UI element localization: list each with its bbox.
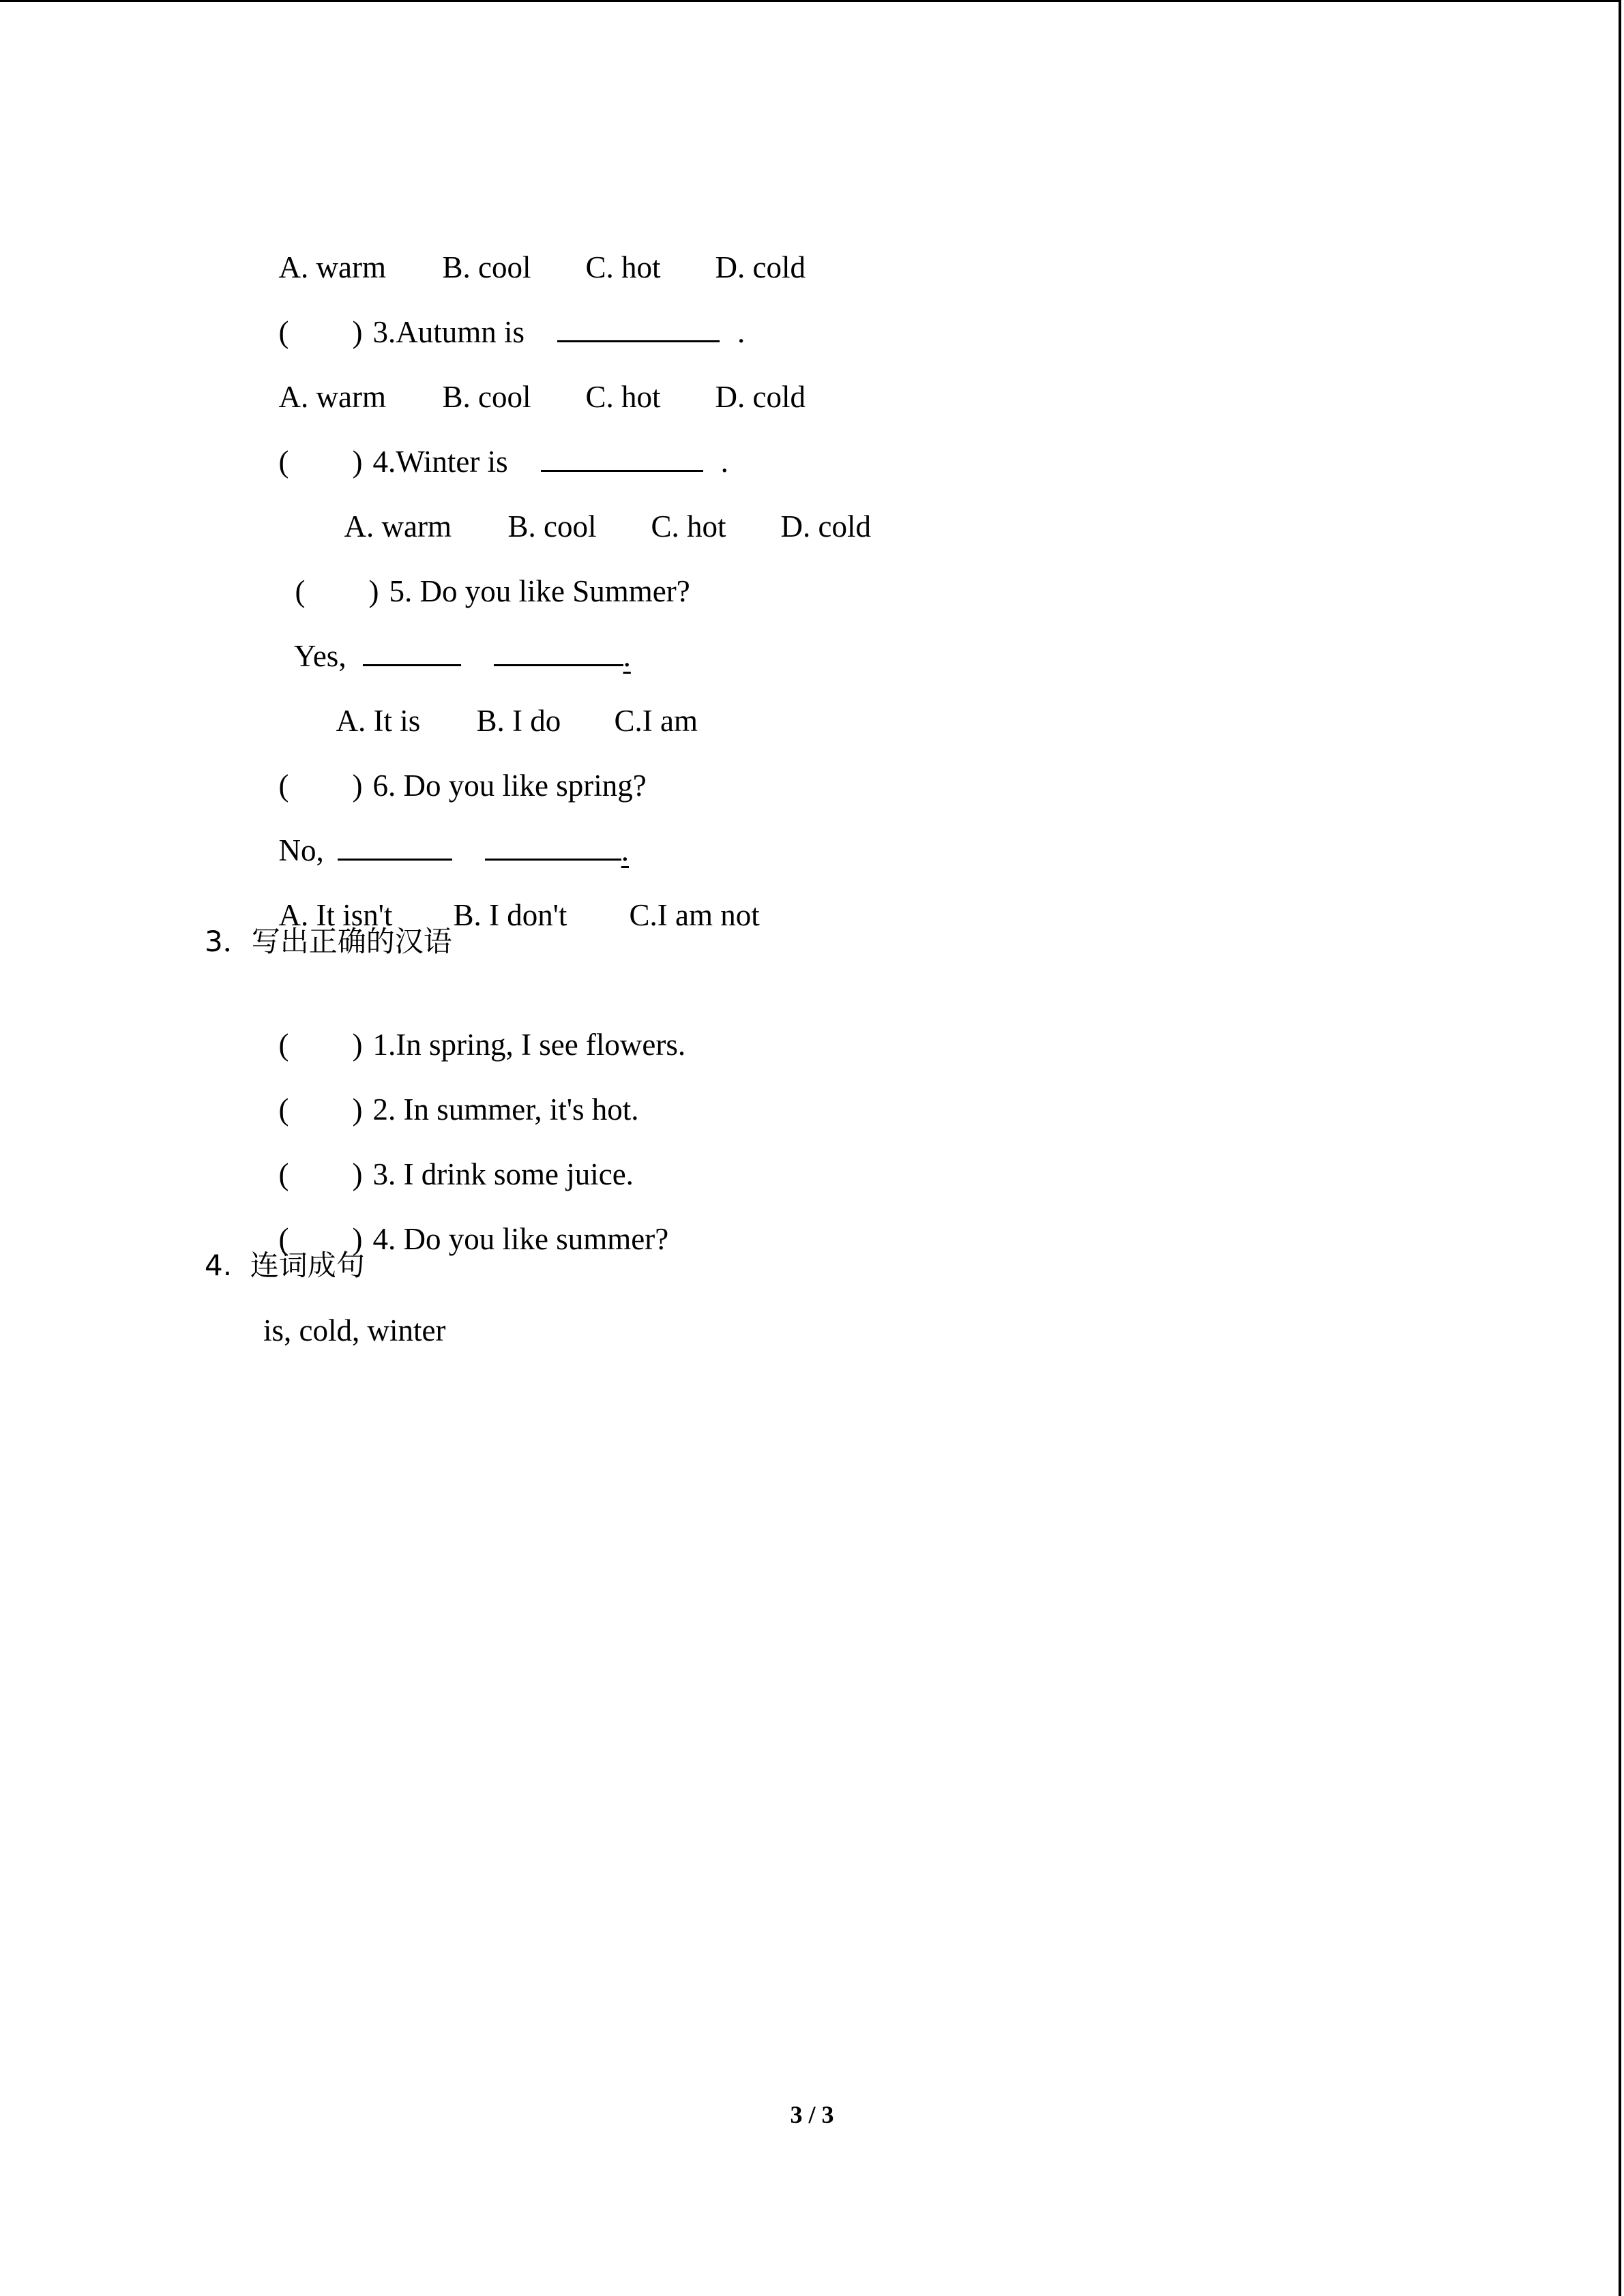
end-mark: . [720, 445, 728, 479]
paren-open: ( [278, 1157, 289, 1191]
option-a: A. It isn't [278, 898, 393, 932]
question-text: 6. Do you like spring? [372, 769, 647, 803]
option-c: C. hot [585, 380, 661, 414]
option-c: C. hot [651, 509, 726, 543]
paren-close: ) [352, 445, 363, 479]
answer-prefix: Yes, [293, 639, 346, 673]
answer-blank-2[interactable] [494, 637, 623, 666]
paren-open: ( [278, 445, 289, 479]
answer-blank[interactable] [557, 313, 720, 342]
option-b: B. I do [476, 704, 561, 738]
answer-blank-1[interactable] [338, 831, 452, 861]
question-text: 3.Autumn is [372, 315, 525, 349]
section-4-title: 4. 连词成句 [205, 1249, 365, 1282]
section-3-title: 3．写出正确的汉语 [205, 925, 452, 958]
item-text: 3. I drink some juice. [372, 1157, 634, 1191]
paren-open: ( [278, 1092, 289, 1127]
option-c: C. hot [585, 250, 661, 284]
option-a: A. warm [278, 250, 386, 284]
option-d: D. cold [780, 509, 871, 543]
question-text: 4.Winter is [372, 445, 508, 479]
item-text: 4. Do you like summer? [372, 1222, 669, 1256]
paren-close: ) [352, 769, 363, 803]
option-a: A. It is [336, 704, 421, 738]
paren-close: ) [352, 315, 363, 349]
question-text: 5. Do you like Summer? [389, 574, 690, 608]
end-mark: . [623, 639, 631, 673]
option-b: B. cool [442, 380, 531, 414]
paren-open: ( [278, 1028, 289, 1062]
paren-close: ) [352, 1157, 363, 1191]
answer-blank-1[interactable] [363, 637, 461, 666]
option-c: C.I am [614, 704, 698, 738]
option-a: A. warm [344, 509, 452, 543]
option-d: D. cold [715, 380, 806, 414]
option-b: B. cool [507, 509, 597, 543]
option-b: B. cool [442, 250, 531, 284]
paren-open: ( [278, 769, 289, 803]
paren-open: ( [278, 1222, 289, 1256]
option-d: D. cold [715, 250, 806, 284]
answer-prefix: No, [278, 833, 324, 867]
paren-open: ( [295, 574, 306, 608]
end-mark: . [737, 315, 745, 349]
paren-close: ) [368, 574, 379, 608]
paren-close: ) [352, 1028, 363, 1062]
paren-open: ( [278, 315, 289, 349]
item-text: 2. In summer, it's hot. [372, 1092, 639, 1127]
section-4-words: is, cold, winter [263, 1313, 446, 1347]
paren-close: ) [352, 1222, 363, 1256]
answer-blank[interactable] [541, 443, 703, 472]
page-number: 3 / 3 [790, 2101, 834, 2128]
option-b: B. I don't [453, 898, 567, 932]
option-a: A. warm [278, 380, 386, 414]
answer-blank-2[interactable] [485, 831, 621, 861]
paren-close: ) [352, 1092, 363, 1127]
end-mark: . [621, 833, 629, 867]
item-text: 1.In spring, I see flowers. [372, 1028, 686, 1062]
option-c: C.I am not [629, 898, 760, 932]
